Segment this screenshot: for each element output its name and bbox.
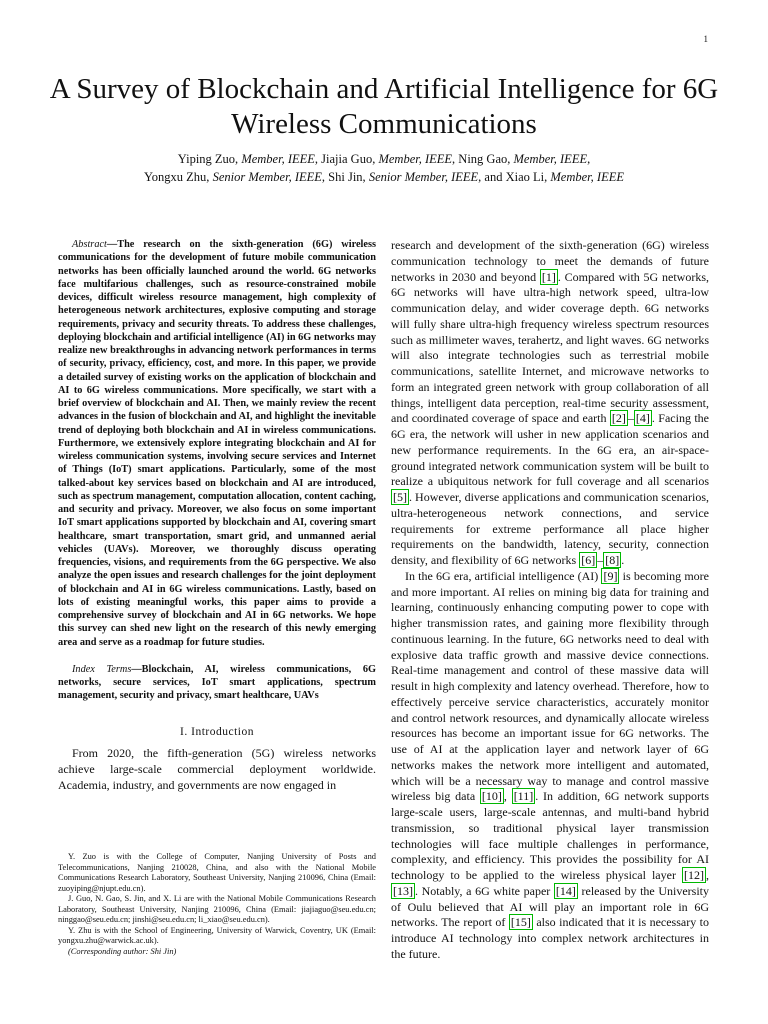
- paragraph-text: ,: [706, 868, 709, 882]
- author-name: , Shi Jin,: [321, 170, 369, 184]
- citation-link[interactable]: [9]: [603, 568, 618, 583]
- author-name: ,: [587, 152, 591, 166]
- paragraph-text: In the 6G era, artificial intelligence (AI): [405, 568, 602, 583]
- page-number: 1: [703, 34, 708, 44]
- paragraph-text: –: [627, 411, 634, 426]
- author-line-2: [40, 168, 728, 186]
- paragraph-text: released by the University of Oulu believed that AI will play an important role in 6G networks. The report of: [391, 883, 710, 930]
- paragraph-text: research and development of the sixth-generation (6G) wireless communication technology to meet the demands of future networks in 2030 and beyond: [391, 238, 709, 284]
- citation-link[interactable]: [1]: [541, 269, 556, 284]
- paragraph-text: . In addition, 6G network supports large-scale users, large-scale antennas, and multi-band hybrid transmission, so traditional physical layer transmission technologies will face multiple challenges in performance, complexity, and efficiency. This provides the possibility for AI technology to be applied to the wireless physical layer: [391, 789, 710, 882]
- abstract: [58, 238, 376, 649]
- citation-link[interactable]: [15]: [510, 915, 531, 930]
- paragraph-text: ,: [503, 789, 512, 804]
- paper-title: A Survey of Blockchain and Artificial Intelligence for 6G Wireless Communications: [49, 73, 719, 140]
- author-name: , Jiajia Guo,: [314, 152, 379, 166]
- author-line-1: [40, 150, 728, 168]
- citation-link[interactable]: [10]: [481, 789, 502, 804]
- citation-link[interactable]: [11]: [513, 789, 534, 804]
- citation-link[interactable]: [4]: [635, 411, 650, 426]
- author-role: Senior Member, IEEE: [368, 170, 479, 184]
- author-role: Member, IEEE: [550, 170, 624, 184]
- paragraph-text: . Compared with 5G networks, 6G networks will have ultra-high network speed, ultra-low communication delay, and wider coverage depth. 6G networks will fully share ultra-high frequency wireless spectrum resources such as millimeter waves, terahertz, and light waves. 6G networks will also integrate technologies such as terrestrial mobile communications, satellite Internet, and microwave networks to form an integrated green network with group collaboration of all things, intelligent data perception, real-time security assessment, and coordinated coverage of space and earth: [391, 269, 709, 426]
- citation-link[interactable]: [14]: [555, 883, 576, 898]
- index-terms: [58, 663, 376, 703]
- footnote-affiliation-seu: J. Guo, N. Gao, S. Jin, and X. Li are with the National Mobile Communications Research Laboratory, Southeast University, Nanjing 210096, China (Email: jiajiaguo@seu.edu.cn; ninggao@seu.edu.cn; jinshi@seu.edu.cn; li_xiao@seu.edu.cn).: [58, 894, 376, 924]
- index-terms-text: —Blockchain, AI, wireless communications, 6G networks, secure services, IoT smart applications, spectrum management, security and privacy, smart healthcare, UAVs: [58, 663, 376, 702]
- citation-link[interactable]: [8]: [605, 553, 620, 567]
- footnote-corresponding-author: (Corresponding author: Shi Jin): [68, 946, 177, 956]
- intro-paragraph-1-start: From 2020, the fifth-generation (5G) wireless networks achieve large-scale commercial deployment worldwide. Academia, industry, and governments are now engaged in: [58, 746, 376, 792]
- author-name: Yongxu Zhu,: [144, 170, 213, 184]
- author-role: Member, IEEE: [241, 152, 315, 166]
- author-list: [40, 150, 728, 186]
- citation-link[interactable]: [12]: [684, 868, 704, 882]
- index-terms-label: Index Terms: [72, 663, 132, 675]
- author-role: Member, IEEE: [513, 152, 588, 166]
- intro-paragraph-1-cont: [391, 238, 709, 569]
- citation-link[interactable]: [5]: [393, 490, 407, 504]
- footnote-affiliation-zhu: Y. Zhu is with the School of Engineering, University of Warwick, Coventry, UK (Email: yongxu.zhu@warwick.ac.uk).: [58, 925, 376, 945]
- citation-link[interactable]: [13]: [393, 883, 413, 898]
- intro-paragraph-2: [391, 569, 709, 963]
- abstract-text: —The research on the sixth-generation (6G) wireless communications for the development of future mobile communication networks has been officially launched around the world. 6G networks face multifarious challenges, such as resource-constrained mobile devices, difficult wireless resource management, high complexity of heterogeneous network architectures, explosive computing and storage requirements, privacy and security threats. To address these challenges, deploying blockchain and artificial intelligence (AI) in 6G networks may realize new breakthroughs in advancing network performances in terms of security, privacy, efficiency, cost, and more. In this paper, we provide a detailed survey of existing works on the application of blockchain and AI to 6G wireless communications. More specifically, we start with a brief overview of blockchain and AI. Then, we mainly review the recent advances in the fusion of blockchain and AI, and highlight the inevitable trend of deploying both blockchain and AI in wireless communications. Furthermore, we extensively explore integrating blockchain and AI for wireless communication systems, involving secure services and Internet of Things (IoT) smart applications. Particularly, some of the most talked-about key services based on blockchain and AI are introduced, such as spectrum management, computation allocation, content caching, and security and privacy. Moreover, we also focus on some important IoT smart applications supported by blockchain and AI, covering smart healthcare, smart transportation, smart grid, and unmanned aerial vehicles (UAVs). Moreover, we thoroughly discuss operating frequencies, visions, and requirements from the 6G perspective. We also analyze the open issues and research challenges for the joint deployment of blockchain and AI in 6G wireless communications. Lastly, based on lots of existing meaningful works, this paper aims to provide a comprehensive survey of blockchain and AI in 6G networks. We hope this survey can shed new light on the research of this newly emerging area and serve as a roadmap for future studies.: [58, 239, 376, 648]
- citation-link[interactable]: [2]: [611, 411, 626, 426]
- paragraph-text: –: [597, 553, 604, 567]
- paragraph-text: also indicated that it is necessary to introduce AI technology into complex network architectures in the future.: [391, 915, 709, 961]
- paragraph-text: . Facing the 6G era, the network will usher in new application scenarios and new performance requirements. In the 6G era, an air-space-ground integrated network communication system will be built to realize a ubiquitous network for full coverage and all scenarios: [391, 411, 709, 489]
- paragraph-text: . Notably, a 6G white paper: [415, 883, 554, 898]
- citation-link[interactable]: [6]: [581, 553, 596, 567]
- author-role: Member, IEEE: [378, 152, 453, 166]
- paragraph-text: . However, diverse applications and communication scenarios, ultra-heterogeneous network connections, and service requirements for extreme performance all place higher requirements on the bandwidth, latency, security, connection density, and flexibility of 6G networks: [391, 490, 709, 567]
- author-name: , Ning Gao,: [452, 152, 514, 166]
- paragraph-text: is becoming more and more important. AI relies on mining big data for training and learning, continuously enhancing computing power to cope with higher transmission rates, and gaining more flexibility through continuous learning. In the future, 6G networks need to deal with explosive data traffic growth and massive device connections. Real-time management and control of these massive data will result in high complexity and latency overhead. Therefore, how to effectively perceive service characteristics, accurately monitor and control network resources, and dynamically allocate wireless resources has become an important issue for 6G networks. The use of AI at the application layer and network layer of 6G networks makes the network more intelligent and automated, which will be a necessary way to manage and control massive wireless big data: [391, 568, 709, 804]
- paragraph-text: .: [621, 553, 625, 567]
- author-role: Senior Member, IEEE: [212, 170, 322, 184]
- section-heading-introduction: I. Introduction: [180, 725, 254, 738]
- abstract-label: Abstract: [72, 239, 107, 250]
- author-name: Yiping Zuo,: [177, 152, 242, 166]
- author-name: , and Xiao Li,: [478, 170, 551, 184]
- footnote-affiliation-zuo: Y. Zuo is with the College of Computer, Nanjing University of Posts and Telecommunications, Nanjing 210028, China, and also with the National Mobile Communications Research Laboratory, Southeast University, Nanjing 210096, China (Email: zuoyiping@njupt.edu.cn).: [58, 852, 376, 893]
- left-column: [58, 238, 376, 794]
- footnotes: [58, 852, 376, 957]
- right-column: [391, 238, 709, 963]
